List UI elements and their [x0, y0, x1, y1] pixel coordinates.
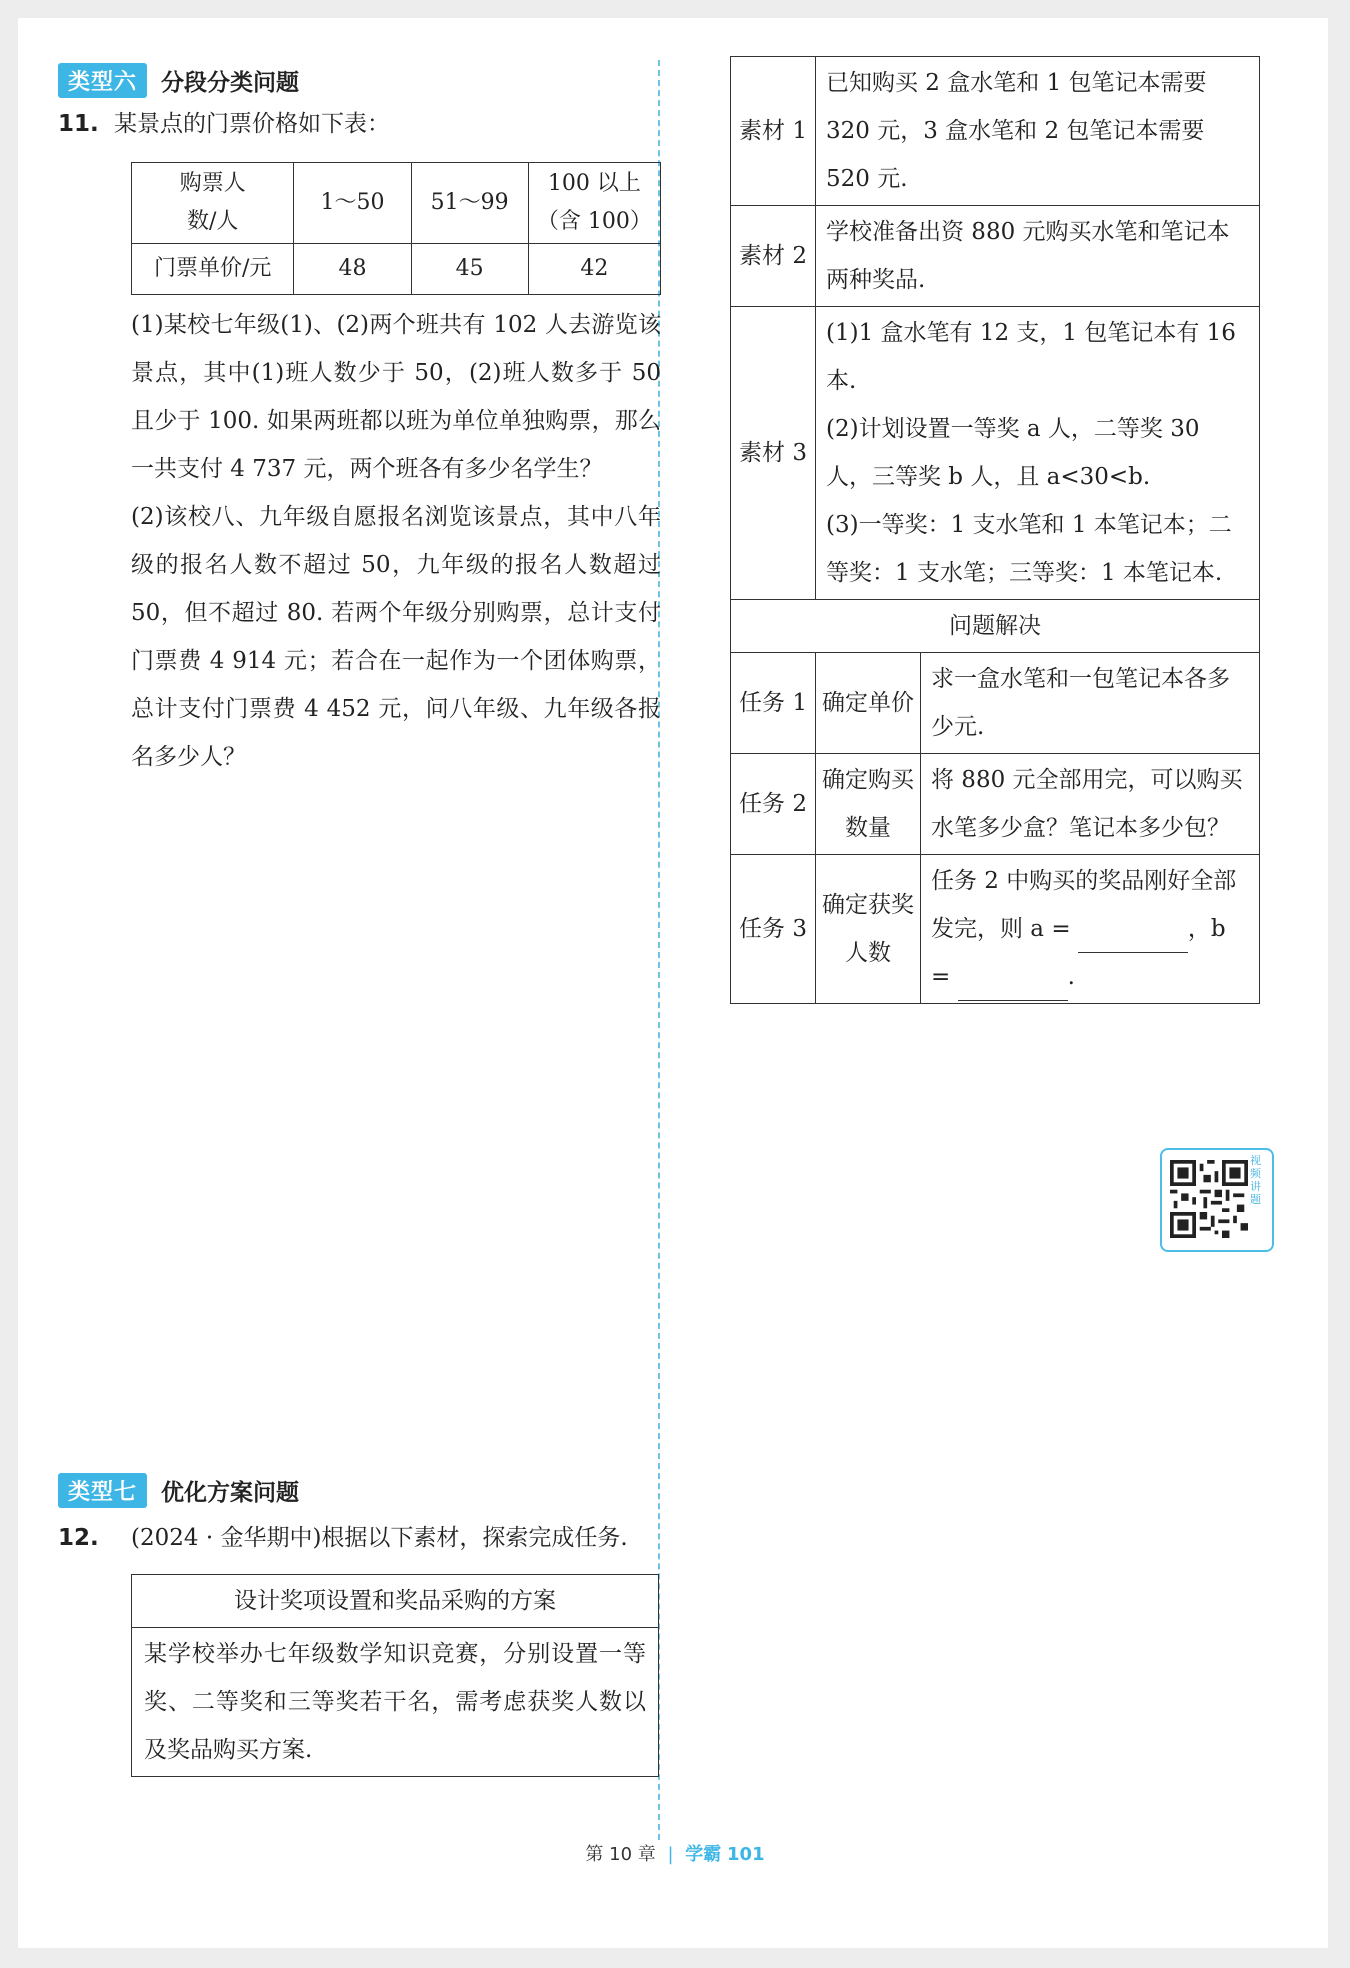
question-11-stem	[58, 100, 658, 148]
footer-separator: |	[667, 1844, 674, 1865]
table-row	[731, 206, 1260, 307]
left-column	[58, 60, 661, 1763]
table-row	[731, 307, 1260, 600]
page-footer	[0, 1840, 1350, 1866]
task-text: 求一盒水笔和一包笔记本各多少元.	[921, 653, 1260, 754]
table-header-cell	[132, 163, 294, 244]
page-number: 101	[727, 1844, 765, 1865]
question-text: (2024 · 金华期中)根据以下素材，探索完成任务.	[131, 1525, 628, 1551]
qr-label: 视频讲题	[1250, 1154, 1261, 1206]
task-text-main: 任务 2 中购买的奖品刚好全部发完，则 a =	[931, 868, 1237, 942]
material-label: 素材 3	[731, 307, 816, 600]
design-body: 某学校举办七年级数学知识竞赛，分别设置一等奖、二等奖和三等奖若干名，需考虑获奖人数以及奖品购买方案.	[132, 1628, 659, 1777]
design-table	[131, 1574, 659, 1777]
task-text-end: .	[1067, 964, 1075, 990]
chapter-label: 第 10 章	[585, 1844, 656, 1865]
task-goal: 确定单价	[816, 653, 921, 754]
question-12-block	[58, 1470, 658, 1777]
qr-code-icon	[1170, 1158, 1248, 1240]
task-text: 将 880 元全部用完，可以购买水笔多少盒？笔记本多少包？	[921, 754, 1260, 855]
cell-text: 数/人	[187, 209, 239, 234]
type-badge: 类型六	[58, 63, 147, 98]
question-12-stem	[58, 1514, 658, 1562]
right-column	[730, 56, 1260, 1004]
answer-blank-b[interactable]	[958, 974, 1068, 1001]
table-row	[731, 754, 1260, 855]
answer-blank-a[interactable]	[1078, 926, 1188, 953]
material-line: (1)1 盒水笔有 12 支，1 包笔记本有 16 本.	[826, 320, 1236, 394]
table-row	[132, 1575, 659, 1628]
task-goal: 确定获奖人数	[816, 855, 921, 1004]
question-11-part-2: (2)该校八、九年级自愿报名浏览该景点，其中八年级的报名人数不超过 50，九年级的报名人数超过 50，但不超过 80. 若两个年级分别购票，总计支付门票费 4 914 元；若合在一起作为一个团体购票，总计支付门票费 4 452 元，问八年级、九年级各报名多少人？	[131, 504, 661, 770]
section-title: 分段分类问题	[161, 69, 300, 96]
task-label: 任务 3	[731, 855, 816, 1004]
section-header-type7	[58, 1470, 658, 1510]
cell-text: 100 以上	[547, 171, 641, 196]
material-line: (3)一等奖：1 支水笔和 1 本笔记本；二等奖：1 支水笔；三等奖：1 本笔记本.	[826, 512, 1232, 586]
video-qr-badge[interactable]	[1160, 1148, 1274, 1252]
brand-label: 学霸	[685, 1844, 722, 1865]
material-text	[816, 307, 1260, 600]
question-number: 11.	[58, 111, 99, 137]
table-cell: 42	[528, 244, 660, 295]
material-label: 素材 2	[731, 206, 816, 307]
table-row	[132, 244, 661, 295]
table-header-cell: 门票单价/元	[132, 244, 294, 295]
materials-task-table	[730, 56, 1260, 1004]
table-cell: 45	[411, 244, 528, 295]
cell-text: （含 100）	[536, 209, 652, 234]
task-label: 任务 1	[731, 653, 816, 754]
material-text: 学校准备出资 880 元购买水笔和笔记本两种奖品.	[816, 206, 1260, 307]
question-number: 12.	[58, 1525, 99, 1551]
solve-header: 问题解决	[731, 600, 1260, 653]
table-row	[731, 653, 1260, 754]
cell-text: 购票人	[179, 171, 246, 196]
table-row	[132, 163, 661, 244]
task-text	[921, 855, 1260, 1004]
section-header-type6	[58, 60, 658, 100]
type-badge: 类型七	[58, 1473, 147, 1508]
material-line: (2)计划设置一等奖 a 人，二等奖 30 人，三等奖 b 人，且 a<30<b.	[826, 416, 1200, 490]
task-label: 任务 2	[731, 754, 816, 855]
table-cell	[528, 163, 660, 244]
table-row	[731, 57, 1260, 206]
table-row	[132, 1628, 659, 1777]
material-text: 已知购买 2 盒水笔和 1 包笔记本需要 320 元，3 盒水笔和 2 包笔记本需要 520 元.	[816, 57, 1260, 206]
table-cell: 1～50	[294, 163, 411, 244]
table-cell: 48	[294, 244, 411, 295]
ticket-price-table	[131, 162, 661, 295]
task-goal: 确定购买数量	[816, 754, 921, 855]
table-cell: 51～99	[411, 163, 528, 244]
table-row	[731, 600, 1260, 653]
design-title: 设计奖项设置和奖品采购的方案	[132, 1575, 659, 1628]
material-label: 素材 1	[731, 57, 816, 206]
section-title: 优化方案问题	[161, 1479, 300, 1506]
question-11-part-1: (1)某校七年级(1)、(2)两个班共有 102 人去游览该景点，其中(1)班人数少于 50，(2)班人数多于 50 且少于 100. 如果两班都以班为单位单独购票，那么一共支付 4 737 元，两个班各有多少名学生？	[131, 312, 661, 482]
question-text: 某景点的门票价格如下表：	[114, 111, 390, 137]
task-text-b: ，b =	[931, 916, 1226, 990]
table-row	[731, 855, 1260, 1004]
